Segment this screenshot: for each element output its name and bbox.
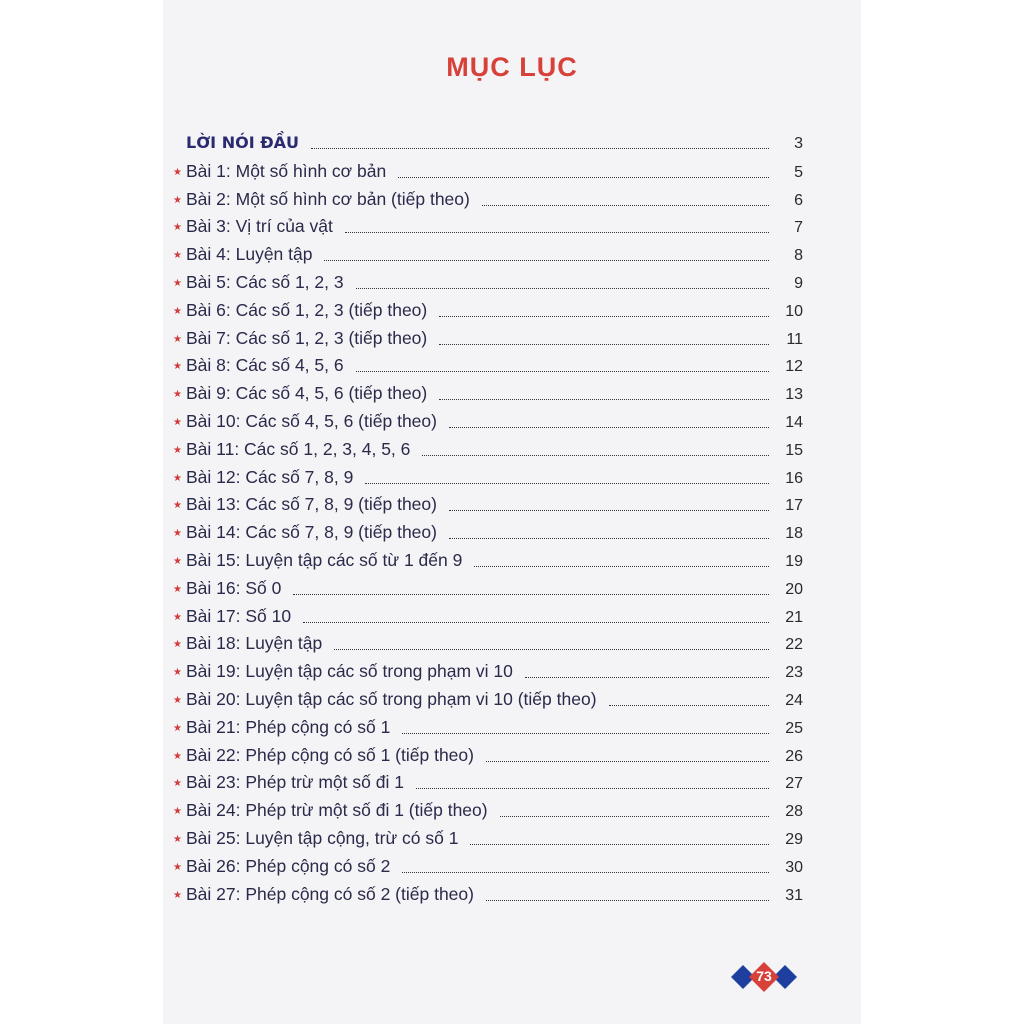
dot-leader — [486, 899, 769, 901]
dot-leader — [356, 370, 769, 372]
star-icon: ★ — [173, 889, 182, 901]
star-icon: ★ — [173, 833, 182, 845]
dot-leader — [416, 787, 769, 789]
toc-entry-label: Bài 22: Phép cộng có số 1 (tiếp theo) — [186, 744, 474, 765]
table-of-contents — [173, 133, 803, 911]
toc-entry — [173, 467, 803, 495]
dot-leader — [356, 287, 769, 289]
page-title: MỤC LỤC — [446, 52, 578, 82]
star-icon: ★ — [173, 528, 182, 540]
toc-entry-label: Bài 21: Phép cộng có số 1 — [186, 716, 391, 737]
toc-entry — [173, 522, 803, 550]
toc-entry-page: 11 — [786, 330, 803, 348]
toc-intro-entry — [173, 133, 803, 161]
toc-entry — [173, 550, 803, 578]
toc-entry-page: 19 — [785, 552, 803, 570]
toc-entry-label: Bài 3: Vị trí của vật — [186, 216, 333, 237]
toc-entry-page: 22 — [785, 636, 803, 654]
toc-entry-page: 28 — [785, 803, 803, 821]
dot-leader — [482, 204, 769, 206]
star-icon: ★ — [173, 333, 182, 345]
star-icon: ★ — [173, 722, 182, 734]
star-icon: ★ — [173, 583, 182, 595]
star-icon: ★ — [173, 555, 182, 567]
star-icon: ★ — [173, 416, 182, 428]
star-icon: ★ — [173, 361, 182, 373]
dot-leader — [402, 732, 769, 734]
toc-entry-label: Bài 17: Số 10 — [186, 605, 292, 626]
dot-leader — [525, 676, 769, 678]
toc-entry — [173, 439, 803, 467]
toc-entry-page: 20 — [785, 580, 803, 598]
toc-entry-page: 6 — [794, 191, 803, 209]
star-icon: ★ — [173, 389, 182, 401]
toc-entry-page: 21 — [785, 608, 803, 626]
star-icon: ★ — [173, 806, 182, 818]
star-icon: ★ — [173, 639, 182, 651]
toc-entry — [173, 272, 803, 300]
toc-entry-page: 18 — [785, 525, 803, 543]
toc-entry — [173, 355, 803, 383]
toc-entry-page: 7 — [794, 219, 803, 237]
toc-entry-label: Bài 6: Các số 1, 2, 3 (tiếp theo) — [186, 299, 428, 320]
star-icon: ★ — [173, 750, 182, 762]
toc-entry-label: Bài 7: Các số 1, 2, 3 (tiếp theo) — [186, 327, 428, 348]
toc-entry-label: Bài 18: Luyện tập — [186, 633, 323, 654]
toc-entry-page: 17 — [785, 497, 803, 515]
toc-entry-page: 14 — [785, 413, 803, 431]
dot-leader — [449, 537, 769, 539]
dot-leader — [303, 621, 769, 623]
dot-leader — [402, 871, 769, 873]
star-icon: ★ — [173, 305, 182, 317]
dot-leader — [345, 231, 769, 233]
toc-entry — [173, 884, 803, 912]
toc-entry-page: 24 — [785, 691, 803, 709]
toc-entry-label: Bài 12: Các số 7, 8, 9 — [186, 466, 354, 487]
toc-entry-page: 13 — [785, 386, 803, 404]
star-icon: ★ — [173, 472, 182, 484]
toc-entry — [173, 800, 803, 828]
toc-entry — [173, 328, 803, 356]
toc-entry-label: Bài 5: Các số 1, 2, 3 — [186, 271, 344, 292]
dot-leader — [324, 259, 769, 261]
toc-entry-label: Bài 11: Các số 1, 2, 3, 4, 5, 6 — [186, 438, 411, 459]
star-icon: ★ — [173, 194, 182, 206]
toc-entry — [173, 383, 803, 411]
toc-entry-page: 29 — [785, 830, 803, 848]
toc-entry — [173, 244, 803, 272]
toc-entry — [173, 856, 803, 884]
toc-entry-label: Bài 15: Luyện tập các số từ 1 đến 9 — [186, 549, 463, 570]
toc-entry-label: Bài 13: Các số 7, 8, 9 (tiếp theo) — [186, 494, 437, 515]
dot-leader — [439, 343, 769, 345]
toc-entry-page: 31 — [785, 886, 803, 904]
toc-entry-label: Bài 1: Một số hình cơ bản — [186, 160, 387, 181]
toc-entry-label: Bài 24: Phép trừ một số đi 1 (tiếp theo) — [186, 800, 488, 821]
toc-entry-page: 3 — [794, 135, 803, 152]
dot-leader — [439, 398, 769, 400]
dot-leader — [500, 815, 769, 817]
toc-entry — [173, 161, 803, 189]
star-icon: ★ — [173, 861, 182, 873]
dot-leader — [311, 147, 769, 149]
dot-leader — [486, 760, 769, 762]
star-icon: ★ — [173, 250, 182, 262]
toc-entry — [173, 689, 803, 717]
toc-entry — [173, 717, 803, 745]
dot-leader — [365, 482, 769, 484]
toc-entry — [173, 772, 803, 800]
toc-entry-label: Bài 16: Số 0 — [186, 577, 282, 598]
dot-leader — [449, 426, 769, 428]
toc-entry-label: Bài 4: Luyện tập — [186, 244, 313, 265]
toc-entry-page: 8 — [794, 247, 803, 265]
star-icon: ★ — [173, 500, 182, 512]
star-icon: ★ — [173, 778, 182, 790]
star-icon: ★ — [173, 694, 182, 706]
toc-entry-label: Bài 2: Một số hình cơ bản (tiếp theo) — [186, 188, 470, 209]
toc-entry — [173, 494, 803, 522]
toc-entry-page: 15 — [785, 441, 803, 459]
dot-leader — [293, 593, 769, 595]
toc-entry-page: 16 — [785, 469, 803, 487]
toc-entry — [173, 578, 803, 606]
toc-entry — [173, 300, 803, 328]
dot-leader — [474, 565, 769, 567]
dot-leader — [470, 843, 769, 845]
dot-leader — [439, 315, 769, 317]
toc-entry-page: 9 — [794, 274, 803, 292]
toc-entry-page: 23 — [785, 664, 803, 682]
dot-leader — [609, 704, 769, 706]
toc-entry-page: 10 — [785, 302, 803, 320]
toc-entry-label: Bài 25: Luyện tập cộng, trừ có số 1 — [186, 827, 459, 848]
toc-entry — [173, 411, 803, 439]
page-number-badge — [731, 962, 797, 992]
dot-leader — [334, 648, 769, 650]
star-icon: ★ — [173, 277, 182, 289]
toc-entry-page: 27 — [785, 775, 803, 793]
toc-entry-label: Bài 19: Luyện tập các số trong phạm vi 10 — [186, 661, 513, 682]
toc-entry-page: 26 — [785, 747, 803, 765]
toc-entry-label: LỜI NÓI ĐẦU — [186, 133, 299, 152]
toc-entry — [173, 216, 803, 244]
dot-leader — [398, 176, 769, 178]
toc-entry-page: 25 — [785, 719, 803, 737]
toc-entry — [173, 189, 803, 217]
toc-entry-label: Bài 27: Phép cộng có số 2 (tiếp theo) — [186, 883, 474, 904]
toc-entry — [173, 606, 803, 634]
star-icon: ★ — [173, 222, 182, 234]
toc-entry-page: 5 — [794, 163, 803, 181]
toc-entry-label: Bài 14: Các số 7, 8, 9 (tiếp theo) — [186, 522, 437, 543]
toc-entry — [173, 661, 803, 689]
toc-entry — [173, 828, 803, 856]
toc-entry — [173, 633, 803, 661]
toc-entry-label: Bài 10: Các số 4, 5, 6 (tiếp theo) — [186, 410, 437, 431]
toc-entry-label: Bài 8: Các số 4, 5, 6 — [186, 355, 344, 376]
book-page — [163, 0, 861, 1024]
toc-entry-label: Bài 26: Phép cộng có số 2 — [186, 855, 391, 876]
star-icon: ★ — [173, 667, 182, 679]
star-icon: ★ — [173, 166, 182, 178]
star-icon: ★ — [173, 444, 182, 456]
toc-entry-label: Bài 23: Phép trừ một số đi 1 — [186, 772, 404, 793]
dot-leader — [422, 454, 769, 456]
toc-entry — [173, 745, 803, 773]
toc-entry-label: Bài 9: Các số 4, 5, 6 (tiếp theo) — [186, 383, 428, 404]
star-icon: ★ — [173, 611, 182, 623]
page-number: 73 — [756, 968, 772, 984]
dot-leader — [449, 509, 769, 511]
toc-entry-page: 12 — [785, 358, 803, 376]
toc-entry-page: 30 — [785, 858, 803, 876]
toc-entry-label: Bài 20: Luyện tập các số trong phạm vi 10 (tiếp theo) — [186, 688, 597, 709]
